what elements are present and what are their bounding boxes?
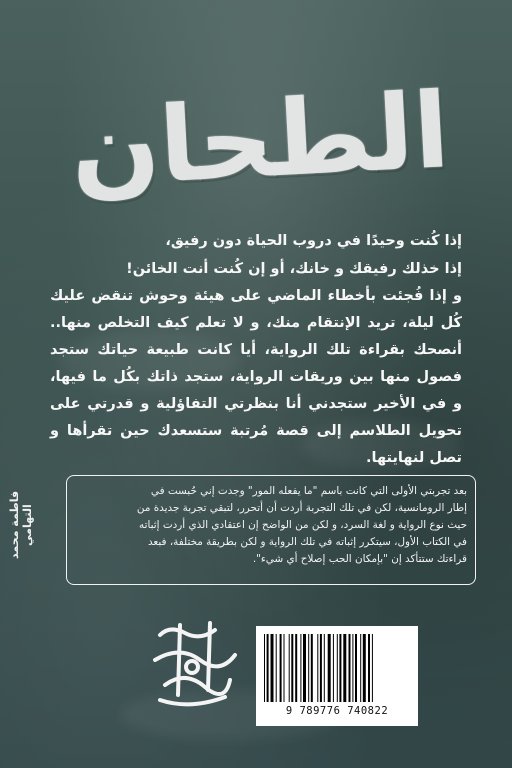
author-note-line: إطار الرومانسية، لكن في تلك التجربة أردت أن أتحرر، لتبقي تجربة جديدة من bbox=[136, 502, 467, 514]
isbn-barcode bbox=[256, 626, 418, 726]
barcode-bar bbox=[343, 634, 346, 702]
blurb-line-1: إذا كُنت وحيدًا في دروب الحياة دون رفيق، bbox=[165, 233, 462, 249]
barcode-bar bbox=[355, 634, 357, 702]
barcode-bar bbox=[360, 634, 361, 702]
barcode-bar bbox=[352, 634, 353, 702]
blurb-paragraph: و إذا فُجئت بأخطاء الماضي على هيئة وحوش تنقض عليك كُل ليلة، تريد الإنتقام منك، و لا تعلم كيف التخلص منها.. أنصحك بقراءة تلك الرواية، أيا كانت طبيعة حياتك ستجد فصول منها بين وريقات الرواية، ستجد ذاتك بكُل ما فيها، و في الأخير ستجدني أنا بنظرتي التفاؤلية و قدرتي على تحويل الطلاسم إلى قصة مُرتبة ستسعدك حين تقرأها و تصل لنهايتها. bbox=[50, 288, 462, 466]
barcode-bar bbox=[295, 634, 297, 702]
barcode-bar bbox=[317, 634, 318, 702]
barcode-digits: 9 789776 740822 bbox=[285, 705, 389, 717]
barcode-bar bbox=[363, 634, 366, 702]
barcode-bar bbox=[284, 634, 285, 702]
barcode-bar bbox=[303, 634, 306, 702]
barcode-bar bbox=[291, 634, 293, 702]
author-note-line: بعد تجربتي الأولى التي كانت باسم "ما يفعله المور" وجدت إني حُبست في bbox=[150, 485, 467, 497]
author-note-line: في الكتاب الأول، سيتكرر إثباته في تلك الرواية و لكن بطريقة مختلفة، فبعد bbox=[147, 536, 467, 548]
barcode-bar bbox=[311, 634, 313, 702]
barcode-bar bbox=[333, 634, 334, 702]
book-title: الطحان bbox=[67, 69, 453, 211]
barcode-bar bbox=[280, 634, 282, 702]
barcode-bar bbox=[349, 634, 351, 702]
author-note-line: حيث نوع الرواية و لغة السرد، و لكن من الواضح إن اعتقادي الذي أردت إثباته bbox=[139, 519, 467, 531]
barcode-bar bbox=[264, 634, 265, 702]
barcode-bar bbox=[320, 634, 322, 702]
blurb-line-2: إذا خذلك رفيقك و خانك، أو إن كُنت أنت الخائن! bbox=[126, 261, 462, 277]
barcode-bar bbox=[324, 634, 325, 702]
barcode-bar bbox=[308, 634, 309, 702]
barcode-bar bbox=[276, 634, 277, 702]
author-note-line: قراءتك ستتأكد إن "بإمكان الحب إصلاح أي شيء". bbox=[252, 553, 467, 565]
barcode-bar bbox=[337, 634, 338, 702]
author-signature: فاطمة محمد التهامي bbox=[8, 490, 34, 560]
barcode-bar bbox=[372, 634, 373, 702]
barcode-bar bbox=[267, 634, 269, 702]
publisher-logo bbox=[140, 615, 245, 715]
barcode-bar bbox=[368, 634, 370, 702]
barcode-bar bbox=[271, 634, 274, 702]
barcode-bar bbox=[339, 634, 341, 702]
barcode-bar bbox=[289, 634, 290, 702]
barcode-bar bbox=[328, 634, 331, 702]
barcode-bars bbox=[264, 634, 410, 702]
author-note-box bbox=[66, 475, 476, 585]
barcode-bar bbox=[300, 634, 301, 702]
